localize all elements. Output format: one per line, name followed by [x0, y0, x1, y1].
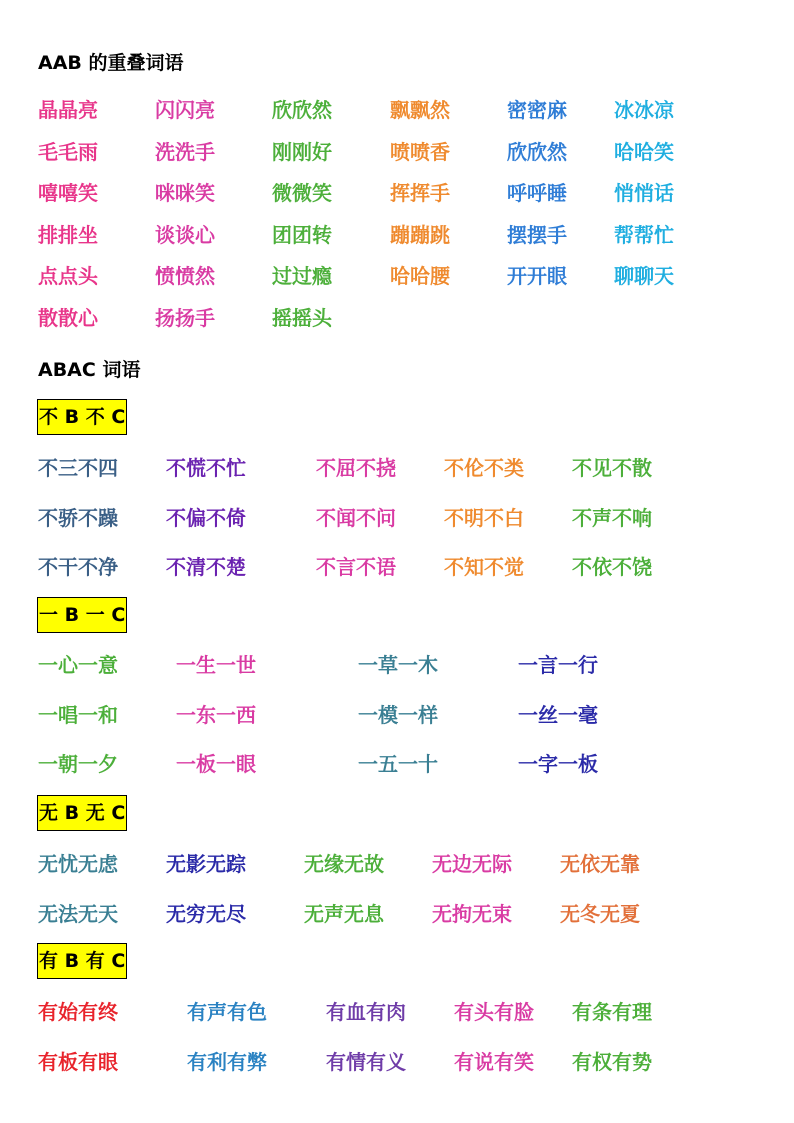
word-item: 不偏不倚	[166, 505, 246, 530]
word-item: 摇摇头	[272, 305, 332, 330]
word-item: 嘻嘻笑	[38, 181, 98, 205]
word-item: 有头有脸	[454, 1000, 534, 1024]
word-item: 聊聊天	[614, 264, 674, 288]
word-item: 帮帮忙	[614, 222, 674, 247]
word-item: 点点头	[38, 264, 98, 288]
word-item: 开开眼	[507, 264, 567, 288]
word-item: 愤愤然	[155, 264, 215, 288]
word-item: 无声无息	[304, 901, 384, 926]
word-item: 晶晶亮	[38, 98, 98, 122]
word-item: 一生一世	[176, 653, 256, 677]
word-item: 有声有色	[187, 1000, 267, 1024]
word-item: 一心一意	[38, 653, 118, 677]
word-item: 悄悄话	[614, 181, 674, 205]
word-item: 有板有眼	[38, 1049, 118, 1074]
word-item: 无冬无夏	[560, 901, 640, 926]
word-item: 哈哈笑	[614, 139, 674, 164]
word-item: 飘飘然	[390, 98, 450, 122]
word-item: 不清不楚	[166, 555, 246, 579]
group-tag-yi: 一 B 一 C	[37, 597, 127, 633]
word-item: 排排坐	[38, 222, 98, 247]
word-item: 无穷无尽	[166, 901, 246, 926]
word-item: 微微笑	[272, 181, 332, 205]
word-item: 不言不语	[316, 555, 396, 579]
word-item: 有条有理	[572, 1000, 652, 1024]
word-item: 无边无际	[432, 852, 512, 876]
word-item: 一丝一毫	[518, 702, 598, 727]
word-item: 刚刚好	[272, 139, 332, 164]
word-item: 一字一板	[518, 752, 598, 776]
word-item: 有说有笑	[454, 1049, 534, 1074]
word-item: 无法无天	[38, 901, 118, 926]
word-item: 有始有终	[38, 1000, 118, 1024]
word-item: 喷喷香	[390, 139, 450, 164]
word-item: 闪闪亮	[155, 98, 215, 122]
word-item: 不干不净	[38, 555, 118, 579]
word-item: 散散心	[38, 305, 98, 330]
word-item: 一板一眼	[176, 752, 256, 776]
word-item: 无依无靠	[560, 852, 640, 876]
word-item: 不三不四	[38, 456, 118, 480]
word-item: 无影无踪	[166, 852, 246, 876]
word-item: 一五一十	[358, 752, 438, 776]
word-item: 蹦蹦跳	[390, 222, 450, 247]
word-item: 欣欣然	[272, 98, 332, 122]
word-item: 有血有肉	[326, 1000, 406, 1024]
word-item: 呼呼睡	[507, 181, 567, 205]
word-item: 哈哈腰	[390, 264, 450, 288]
word-item: 毛毛雨	[38, 139, 98, 164]
word-item: 过过瘾	[272, 264, 332, 288]
group-tag-wu: 无 B 无 C	[37, 795, 127, 831]
word-item: 有权有势	[572, 1049, 652, 1074]
word-item: 一唱一和	[38, 702, 118, 727]
word-item: 密密麻	[507, 98, 567, 122]
word-item: 挥挥手	[390, 181, 450, 205]
word-item: 不屈不挠	[316, 456, 396, 480]
word-item: 一朝一夕	[38, 752, 118, 776]
word-item: 一草一木	[358, 653, 438, 677]
word-item: 咪咪笑	[155, 181, 215, 205]
word-item: 一东一西	[176, 702, 256, 727]
word-item: 有情有义	[326, 1049, 406, 1074]
abac-title: ABAC 词语	[38, 359, 141, 381]
word-item: 不依不饶	[572, 555, 652, 579]
word-item: 摆摆手	[507, 222, 567, 247]
word-item: 无缘无故	[304, 852, 384, 876]
word-item: 冰冰凉	[614, 98, 674, 122]
word-item: 一言一行	[518, 653, 598, 677]
word-item: 一模一样	[358, 702, 438, 727]
word-item: 欣欣然	[507, 139, 567, 164]
group-tag-bu: 不 B 不 C	[37, 399, 127, 435]
word-item: 扬扬手	[155, 305, 215, 330]
word-item: 无拘无束	[432, 901, 512, 926]
group-tag-you: 有 B 有 C	[37, 943, 127, 979]
word-item: 不见不散	[572, 456, 652, 480]
word-item: 不骄不躁	[38, 505, 118, 530]
word-item: 无忧无虑	[38, 852, 118, 876]
word-item: 不闻不问	[316, 505, 396, 530]
word-item: 洗洗手	[155, 139, 215, 164]
word-item: 不声不响	[572, 505, 652, 530]
word-item: 谈谈心	[155, 222, 215, 247]
word-item: 不知不觉	[444, 555, 524, 579]
word-item: 不伦不类	[444, 456, 524, 480]
word-item: 有利有弊	[187, 1049, 267, 1074]
word-item: 不慌不忙	[166, 456, 246, 480]
aab-title: AAB 的重叠词语	[38, 52, 184, 74]
word-item: 不明不白	[444, 505, 524, 530]
word-item: 团团转	[272, 222, 332, 247]
